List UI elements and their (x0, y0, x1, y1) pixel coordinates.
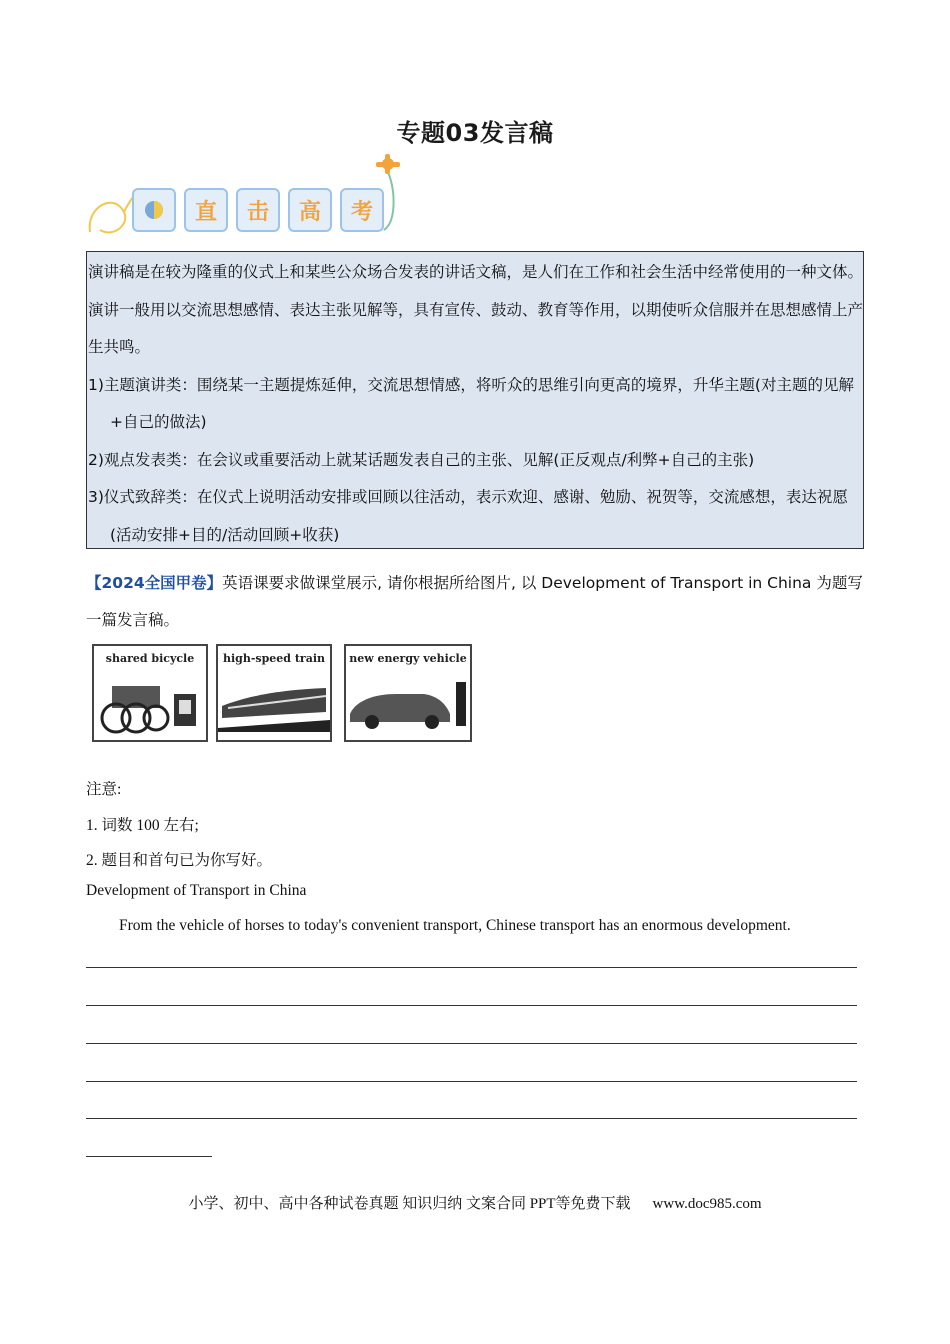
note-item: 1. 词数 100 左右; (86, 817, 199, 834)
picture-caption: new energy vehicle (349, 652, 467, 665)
answer-line (86, 1081, 857, 1082)
answer-line (86, 1043, 857, 1044)
footer-text: 小学、初中、高中各种试卷真题 知识归纳 文案合同 PPT等免费下载 (188, 1196, 631, 1212)
page-title: 专题03发言稿 (396, 119, 554, 147)
question-source-tag: 【2024全国甲卷】 (86, 574, 223, 592)
intro-paragraph: 演讲稿是在较为隆重的仪式上和某些公众场合发表的讲话文稿，是人们在工作和社会生活中经常使用的一种文体。演讲一般用以交流思想感情、表达主张见解等，具有宣传、鼓动、教育等作用，以期使听众信服并在思想感情上产生共鸣。 (88, 263, 864, 356)
banner-tile: 考 (340, 188, 384, 232)
footer-link[interactable]: www.doc985.com (652, 1196, 762, 1212)
banner-tile: 击 (236, 188, 280, 232)
essay-title: Development of Transport in China (86, 882, 307, 899)
picture-caption: shared bicycle (105, 652, 195, 665)
picture-shared-bicycle (92, 644, 208, 742)
answer-line (86, 1156, 212, 1157)
banner-tile-icon (132, 188, 176, 232)
type-item: 2)观点发表类：在会议或重要活动上就某话题发表自己的主张、见解(正反观点/利弊+自己的主张) (88, 450, 755, 469)
type-item: 1)主题演讲类：围绕某一主题提炼延伸，交流思想情感，将听众的思维引向更高的境界，升华主题(对主题的见解+自己的做法) (88, 375, 854, 431)
footer (0, 1192, 950, 1213)
essay-first-sentence: From the vehicle of horses to today's convenient transport, Chinese transport has an enormous development. (119, 917, 791, 934)
picture-row (92, 644, 482, 744)
answer-line (86, 1005, 857, 1006)
picture-new-energy-vehicle (344, 644, 472, 742)
answer-line (86, 967, 857, 968)
banner-tile: 高 (288, 188, 332, 232)
picture-high-speed-train (216, 644, 332, 742)
banner-tile: 直 (184, 188, 228, 232)
section-banner (84, 152, 414, 242)
carriage-icon (94, 666, 206, 736)
train-icon (218, 666, 330, 736)
globe-icon (144, 200, 164, 220)
answer-line (86, 1118, 857, 1119)
note-item: 2. 题目和首句已为你写好。 (86, 852, 273, 869)
notes-heading: 注意: (86, 781, 122, 798)
question-prompt (86, 565, 866, 639)
type-item: 3)仪式致辞类：在仪式上说明活动安排或回顾以往活动，表示欢迎、感谢、勉励、祝贺等，交流感想，表达祝愿(活动安排+目的/活动回顾+收获) (88, 488, 848, 544)
question-text: 英语课要求做课堂展示, 请你根据所给图片, 以 Development of Transport in China 为题写一篇发言稿。 (86, 574, 863, 629)
electric-car-icon (346, 666, 470, 736)
speech-intro-box (86, 251, 864, 549)
picture-caption: high-speed train (222, 652, 325, 665)
